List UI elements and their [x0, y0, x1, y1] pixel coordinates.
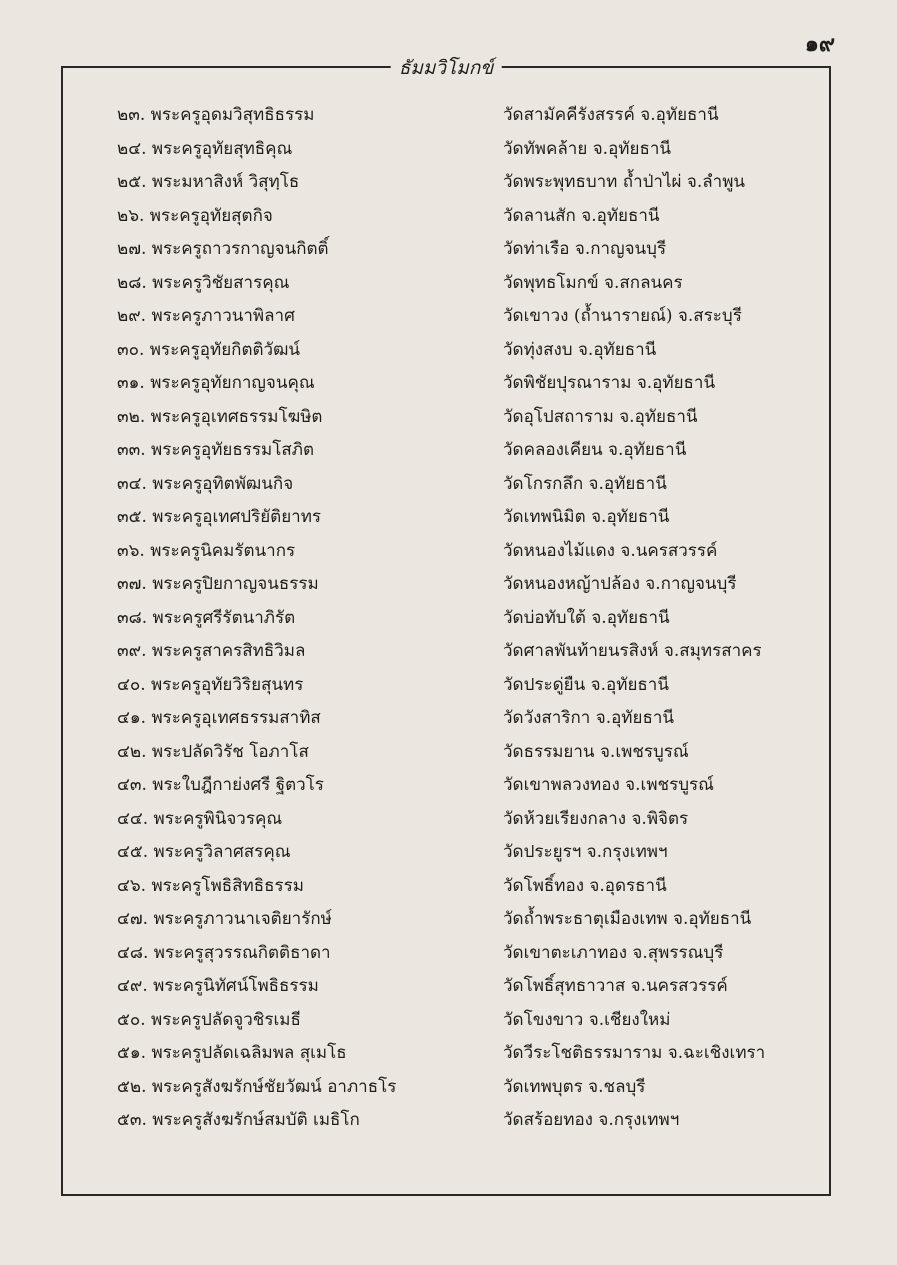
- monk-name: ๔๒. พระปลัดวิรัช โอภาโส: [117, 741, 309, 762]
- entry-list: [117, 98, 819, 1137]
- temple-location: วัดเทพบุตร จ.ชลบุรี: [503, 1076, 646, 1097]
- monk-name: ๓๕. พระครูอุเทศปริยัติยาทร: [117, 507, 322, 528]
- list-item: [117, 500, 819, 534]
- monk-name: ๒๖. พระครูอุทัยสุตกิจ: [117, 205, 273, 226]
- list-item: [117, 668, 819, 702]
- list-item: [117, 98, 819, 132]
- temple-location: วัดโขงขาว จ.เชียงใหม่: [503, 1009, 671, 1030]
- monk-name: ๕๐. พระครูปลัดจูวชิรเมธี: [117, 1009, 301, 1030]
- monk-name: ๔๐. พระครูอุทัยวิริยสุนทร: [117, 674, 304, 695]
- monk-name: ๓๒. พระครูอุเทศธรรมโฆษิต: [117, 406, 323, 427]
- list-item: [117, 232, 819, 266]
- temple-location: วัดพระพุทธบาท ถ้ำป่าไผ่ จ.ลำพูน: [503, 172, 746, 193]
- temple-location: วัดประยูรฯ จ.กรุงเทพฯ: [503, 842, 668, 863]
- temple-location: วัดวังสาริกา จ.อุทัยธานี: [503, 708, 675, 729]
- content-frame: [61, 57, 831, 1196]
- temple-location: วัดบ่อทับใต้ จ.อุทัยธานี: [503, 607, 670, 628]
- temple-location: วัดโกรกลึก จ.อุทัยธานี: [503, 473, 667, 494]
- temple-location: วัดหนองหญ้าปล้อง จ.กาญจนบุรี: [503, 574, 737, 595]
- monk-name: ๕๒. พระครูสังฆรักษ์ชัยวัฒน์ อาภาธโร: [117, 1076, 397, 1097]
- temple-location: วัดเขาพลวงทอง จ.เพชรบูรณ์: [503, 775, 714, 796]
- monk-name: ๒๙. พระครูภาวนาพิลาศ: [117, 306, 295, 327]
- temple-location: วัดวีระโชติธรรมาราม จ.ฉะเชิงเทรา: [503, 1043, 766, 1064]
- monk-name: ๓๖. พระครูนิคมรัตนากร: [117, 540, 296, 561]
- monk-name: ๔๗. พระครูภาวนาเจติยารักษ์: [117, 909, 332, 930]
- list-item: [117, 299, 819, 333]
- temple-location: วัดธรรมยาน จ.เพชรบูรณ์: [503, 741, 689, 762]
- monk-name: ๔๔. พระครูพินิจวรคุณ: [117, 808, 283, 829]
- list-item: [117, 1103, 819, 1137]
- monk-name: ๒๘. พระครูวิชัยสารคุณ: [117, 272, 290, 293]
- list-item: [117, 165, 819, 199]
- temple-location: วัดเขาวง (ถ้ำนารายณ์) จ.สระบุรี: [503, 306, 742, 327]
- list-item: [117, 969, 819, 1003]
- temple-location: วัดถ้ำพระธาตุเมืองเทพ จ.อุทัยธานี: [503, 909, 752, 930]
- monk-name: ๒๔. พระครูอุทัยสุทธิคุณ: [117, 138, 293, 159]
- temple-location: วัดสามัคคีรังสรรค์ จ.อุทัยธานี: [503, 105, 719, 126]
- list-item: [117, 902, 819, 936]
- list-item: [117, 1036, 819, 1070]
- list-item: [117, 936, 819, 970]
- temple-location: วัดโพธิ์สุทธาวาส จ.นครสวรรค์: [503, 976, 728, 997]
- running-header-title: ธัมมวิโมกข์: [391, 53, 502, 83]
- temple-location: วัดท่าเรือ จ.กาญจนบุรี: [503, 239, 667, 260]
- list-item: [117, 735, 819, 769]
- monk-name: ๕๑. พระครูปลัดเฉลิมพล สุเมโธ: [117, 1043, 347, 1064]
- list-item: [117, 567, 819, 601]
- monk-name: ๒๓. พระครูอุดมวิสุทธิธรรม: [117, 105, 315, 126]
- temple-location: วัดห้วยเรียงกลาง จ.พิจิตร: [503, 808, 689, 829]
- monk-name: ๕๓. พระครูสังฆรักษ์สมบัติ เมธิโก: [117, 1110, 360, 1131]
- temple-location: วัดสร้อยทอง จ.กรุงเทพฯ: [503, 1110, 680, 1131]
- monk-name: ๔๖. พระครูโพธิสิทธิธรรม: [117, 875, 304, 896]
- monk-name: ๓๔. พระครูอุทิตพัฒนกิจ: [117, 473, 294, 494]
- monk-name: ๓๘. พระครูศรีรัตนาภิรัต: [117, 607, 296, 628]
- temple-location: วัดลานสัก จ.อุทัยธานี: [503, 205, 660, 226]
- monk-name: ๒๗. พระครูถาวรกาญจนกิตติ์: [117, 239, 329, 260]
- temple-location: วัดเขาตะเภาทอง จ.สุพรรณบุรี: [503, 942, 724, 963]
- list-item: [117, 266, 819, 300]
- monk-name: ๓๙. พระครูสาครสิทธิวิมล: [117, 641, 306, 662]
- list-item: [117, 601, 819, 635]
- list-item: [117, 467, 819, 501]
- temple-location: วัดอุโปสถาราม จ.อุทัยธานี: [503, 406, 698, 427]
- temple-location: วัดหนองไม้แดง จ.นครสวรรค์: [503, 540, 718, 561]
- monk-name: ๔๓. พระใบฎีกาย่งศรี ฐิตวโร: [117, 775, 324, 796]
- monk-name: ๓๐. พระครูอุทัยกิตติวัฒน์: [117, 339, 301, 360]
- list-item: [117, 634, 819, 668]
- monk-name: ๓๓. พระครูอุทัยธรรมโสภิต: [117, 440, 314, 461]
- temple-location: วัดโพธิ์ทอง จ.อุดรธานี: [503, 875, 667, 896]
- monk-name: ๔๕. พระครูวิลาศสรคุณ: [117, 842, 291, 863]
- temple-location: วัดคลองเคียน จ.อุทัยธานี: [503, 440, 687, 461]
- list-item: [117, 1003, 819, 1037]
- list-item: [117, 333, 819, 367]
- page-number: ๑๙: [804, 31, 835, 57]
- temple-location: วัดทุ่งสงบ จ.อุทัยธานี: [503, 339, 657, 360]
- temple-location: วัดทัพคล้าย จ.อุทัยธานี: [503, 138, 671, 159]
- list-item: [117, 132, 819, 166]
- list-item: [117, 433, 819, 467]
- monk-name: ๓๑. พระครูอุทัยกาญจนคุณ: [117, 373, 315, 394]
- monk-name: ๔๙. พระครูนิทัศน์โพธิธรรม: [117, 976, 319, 997]
- list-item: [117, 534, 819, 568]
- list-item: [117, 366, 819, 400]
- list-item: [117, 869, 819, 903]
- list-item: [117, 400, 819, 434]
- list-item: [117, 835, 819, 869]
- temple-location: วัดเทพนิมิต จ.อุทัยธานี: [503, 507, 670, 528]
- list-item: [117, 701, 819, 735]
- monk-name: ๓๗. พระครูปิยกาญจนธรรม: [117, 574, 319, 595]
- list-item: [117, 1070, 819, 1104]
- temple-location: วัดพิชัยปุรณาราม จ.อุทัยธานี: [503, 373, 716, 394]
- temple-location: วัดประดู่ยืน จ.อุทัยธานี: [503, 674, 669, 695]
- monk-name: ๔๘. พระครูสุวรรณกิตติธาดา: [117, 942, 331, 963]
- monk-name: ๒๕. พระมหาสิงห์ วิสุทฺโธ: [117, 172, 300, 193]
- temple-location: วัดศาลพันท้ายนรสิงห์ จ.สมุทรสาคร: [503, 641, 762, 662]
- list-item: [117, 768, 819, 802]
- list-item: [117, 199, 819, 233]
- list-item: [117, 802, 819, 836]
- monk-name: ๔๑. พระครูอุเทศธรรมสาทิส: [117, 708, 321, 729]
- temple-location: วัดพุทธโมกข์ จ.สกลนคร: [503, 272, 683, 293]
